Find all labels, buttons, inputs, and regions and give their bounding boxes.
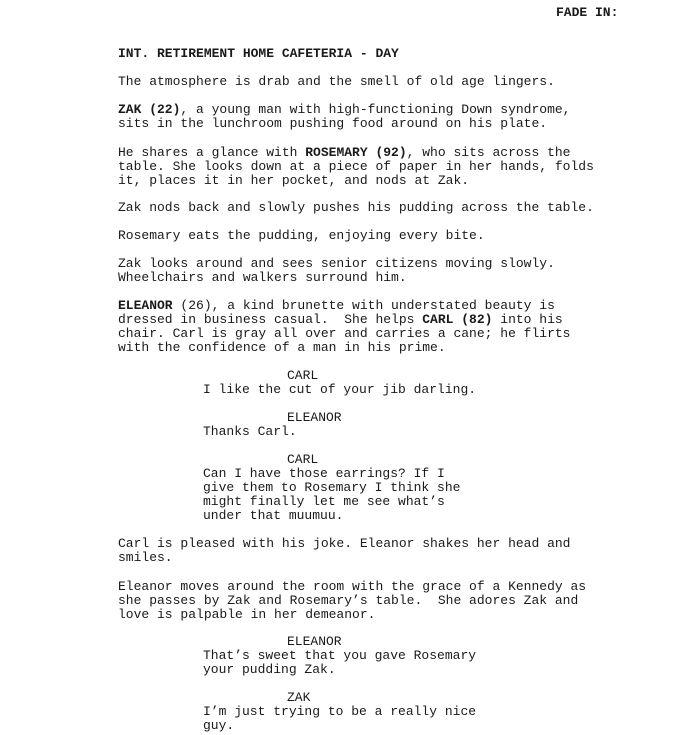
- action-text: , a young man with high-functioning Down syndrome,: [180, 102, 571, 117]
- character-intro: ZAK (22): [118, 102, 181, 117]
- dialogue-line: I’m just trying to be a really nice: [203, 704, 477, 719]
- action-text: into his: [492, 312, 563, 327]
- dialogue-line: guy.: [203, 718, 235, 733]
- action-line: [118, 257, 555, 271]
- dialogue-line: under that muumuu.: [203, 508, 344, 523]
- action-text: Rosemary eats the pudding, enjoying every bite.: [118, 228, 485, 243]
- character-cue: ELEANOR: [287, 410, 342, 425]
- character-intro: CARL (82): [422, 312, 493, 327]
- character-cue: ZAK: [287, 690, 311, 705]
- action-text: with the confidence of a man in his prime.: [118, 340, 446, 355]
- action-text: table. She looks down at a piece of paper in her hands, folds: [118, 159, 594, 174]
- dialogue-line: might finally let me see what’s: [203, 494, 445, 509]
- character-cue: CARL: [287, 452, 319, 467]
- dialogue-line: give them to Rosemary I think she: [203, 480, 461, 495]
- action-line: [118, 146, 570, 160]
- action-text: dressed in business casual. She helps: [118, 312, 423, 327]
- action-line: [118, 313, 563, 327]
- action-text: The atmosphere is drab and the smell of old age lingers.: [118, 74, 555, 89]
- action-text: He shares a glance with: [118, 145, 306, 160]
- action-text: chair. Carl is gray all over and carries a cane; he flirts: [118, 326, 571, 341]
- action-line: [118, 341, 446, 355]
- action-line: [118, 299, 555, 313]
- dialogue-line: Can I have those earrings? If I: [203, 466, 445, 481]
- character-intro: ELEANOR: [118, 298, 173, 313]
- action-text: it, places it in her pocket, and nods at Zak.: [118, 173, 470, 188]
- action-line: [118, 551, 173, 565]
- action-line: [118, 160, 594, 174]
- action-line: [118, 608, 375, 622]
- transition: FADE IN:: [556, 5, 619, 20]
- dialogue-line: your pudding Zak.: [203, 662, 336, 677]
- dialogue-line: Thanks Carl.: [203, 424, 297, 439]
- action-line: [118, 580, 586, 594]
- action-line: [118, 229, 485, 243]
- action-line: [118, 327, 570, 341]
- action-line: [118, 174, 469, 188]
- action-text: sits in the lunchroom pushing food around on his plate.: [118, 116, 548, 131]
- scene-heading: INT. RETIREMENT HOME CAFETERIA - DAY: [118, 46, 399, 61]
- action-line: [118, 75, 555, 89]
- dialogue-line: That’s sweet that you gave Rosemary: [203, 648, 477, 663]
- action-line: [118, 201, 594, 215]
- action-line: [118, 117, 547, 131]
- action-text: Zak nods back and slowly pushes his pudding across the table.: [118, 200, 594, 215]
- action-line: [118, 271, 407, 285]
- action-text: Eleanor moves around the room with the grace of a Kennedy as: [118, 579, 587, 594]
- action-text: (26), a kind brunette with understated beauty is: [172, 298, 555, 313]
- action-line: [118, 537, 570, 551]
- character-cue: CARL: [287, 368, 319, 383]
- action-text: , who sits across the: [406, 145, 571, 160]
- action-text: she passes by Zak and Rosemary’s table. She adores Zak and: [118, 593, 579, 608]
- character-intro: ROSEMARY (92): [305, 145, 407, 160]
- action-text: Wheelchairs and walkers surround him.: [118, 270, 407, 285]
- action-line: [118, 103, 571, 117]
- action-text: Carl is pleased with his joke. Eleanor shakes her head and: [118, 536, 571, 551]
- action-text: Zak looks around and sees senior citizens moving slowly.: [118, 256, 555, 271]
- action-text: love is palpable in her demeanor.: [118, 607, 376, 622]
- action-text: smiles.: [118, 550, 173, 565]
- action-line: [118, 594, 578, 608]
- dialogue-line: I like the cut of your jib darling.: [203, 382, 477, 397]
- character-cue: ELEANOR: [287, 634, 342, 649]
